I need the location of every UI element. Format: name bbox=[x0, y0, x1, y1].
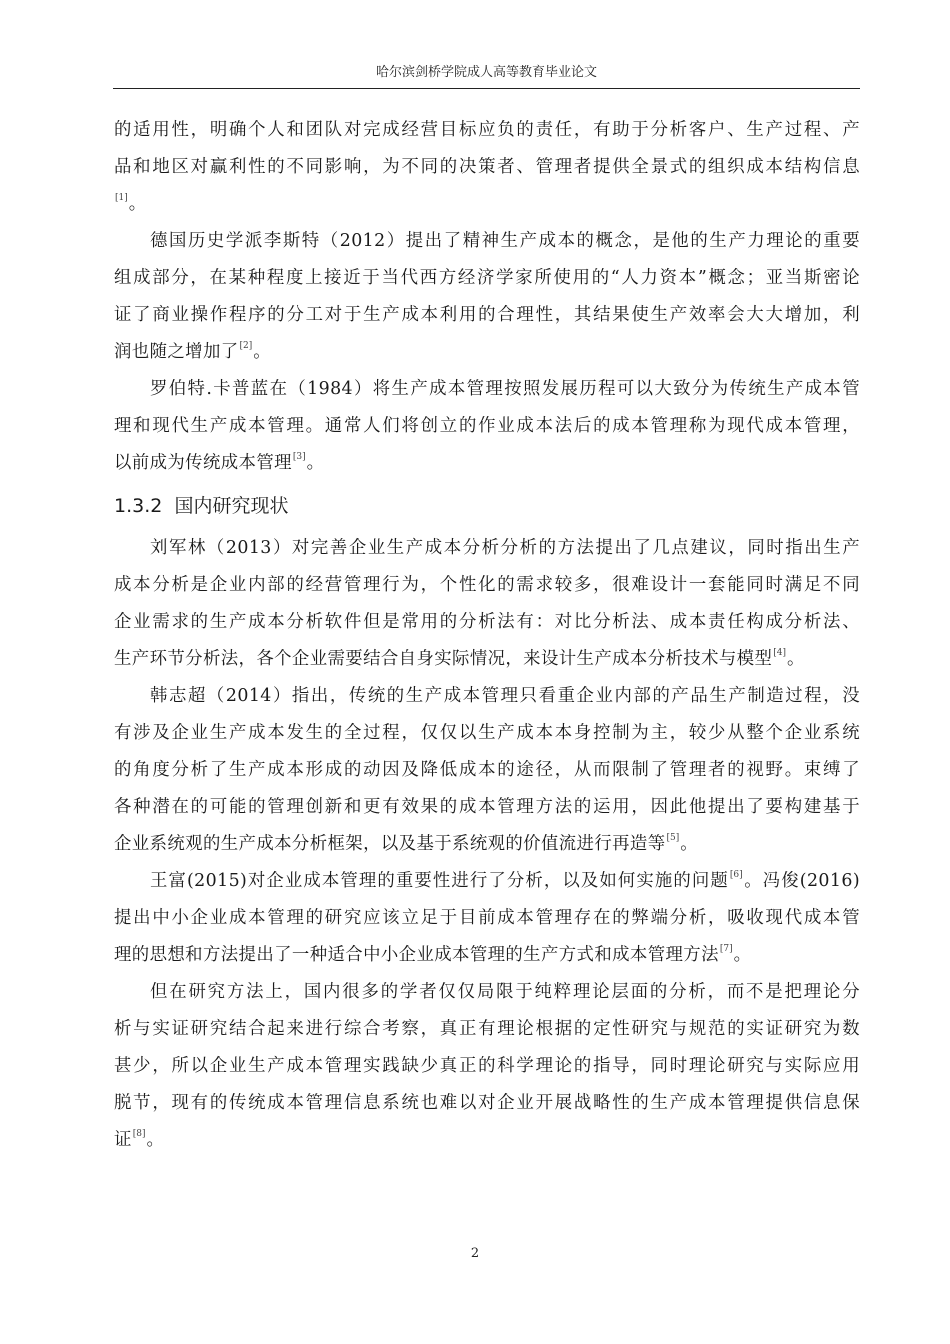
paragraph-han bbox=[114, 678, 860, 863]
text-fragment: 证 bbox=[114, 1130, 132, 1150]
paragraph-kaplan bbox=[114, 371, 860, 482]
header-divider bbox=[113, 88, 860, 89]
paragraph-methods bbox=[114, 974, 860, 1159]
text-fragment: 。冯俊(2016) bbox=[743, 871, 860, 891]
text-line: 成本分析是企业内部的经营管理行为，个性化的需求较多，很难设计一套能同时满足不同 bbox=[114, 575, 860, 595]
text-fragment: 企业系统观的生产成本分析框架，以及基于系统观的价值流进行再造等 bbox=[114, 834, 666, 854]
text-line: 甚少，所以企业生产成本管理实践缺少真正的科学理论的指导，同时理论研究与实际应用 bbox=[114, 1056, 860, 1076]
citation-ref: [3] bbox=[292, 452, 306, 462]
text-line: 的适用性，明确个人和团队对完成经营目标应负的责任，有助于分析客户、生产过程、产 bbox=[114, 120, 860, 140]
text-line bbox=[114, 445, 860, 482]
section-heading bbox=[114, 486, 860, 526]
text-line: 刘军林（2013）对完善企业生产成本分析分析的方法提出了几点建议，同时指出生产 bbox=[150, 538, 860, 558]
punctuation: 。 bbox=[733, 945, 752, 965]
section-title: 国内研究现状 bbox=[174, 495, 289, 517]
punctuation: 。 bbox=[253, 342, 272, 362]
text-line bbox=[114, 186, 860, 223]
text-line: 企业需求的生产成本分析软件但是常用的分析法有：对比分析法、成本责任构成分析法、 bbox=[114, 612, 860, 632]
punctuation: 。 bbox=[787, 649, 805, 669]
citation-ref: [5] bbox=[666, 833, 680, 843]
page-number: 2 bbox=[470, 1246, 480, 1261]
text-line bbox=[114, 937, 860, 974]
text-line: 的角度分析了生产成本形成的动因及降低成本的途径，从而限制了管理者的视野。束缚了 bbox=[114, 760, 860, 780]
punctuation: 。 bbox=[146, 1130, 165, 1150]
text-line bbox=[114, 863, 860, 900]
text-line: 证了商业操作程序的分工对于生产成本利用的合理性，其结果使生产效率会大大增加，利 bbox=[114, 305, 860, 325]
text-line: 脱节，现有的传统成本管理信息系统也难以对企业开展战略性的生产成本管理提供信息保 bbox=[114, 1093, 860, 1113]
text-line: 析与实证研究结合起来进行综合考察，真正有理论根据的定性研究与规范的实证研究为数 bbox=[114, 1019, 860, 1039]
text-line: 罗伯特.卡普蓝在（1984）将生产成本管理按照发展历程可以大致分为传统生产成本管 bbox=[150, 379, 860, 399]
citation-ref: [6] bbox=[729, 870, 743, 880]
text-line: 组成部分，在某种程度上接近于当代西方经济学家所使用的“人力资本”概念；亚当斯密论 bbox=[114, 268, 860, 288]
punctuation: 。 bbox=[128, 194, 147, 214]
punctuation: 。 bbox=[680, 834, 699, 854]
text-line: 各种潜在的可能的管理创新和更有效果的成本管理方法的运用，因此他提出了要构建基于 bbox=[114, 797, 860, 817]
paragraph-liu bbox=[114, 530, 860, 678]
text-line: 理和现代生产成本管理。通常人们将创立的作业成本法后的成本管理称为现代成本管理， bbox=[114, 416, 860, 436]
text-line bbox=[114, 1122, 860, 1159]
text-fragment: 王富(2015)对企业成本管理的重要性进行了分析，以及如何实施的问题 bbox=[150, 871, 729, 891]
running-header: 哈尔滨剑桥学院成人高等教育毕业论文 bbox=[375, 65, 597, 80]
text-fragment: 理的思想和方法提出了一种适合中小企业成本管理的生产方式和成本管理方法 bbox=[114, 945, 719, 965]
paragraph-continuation bbox=[114, 112, 860, 223]
text-line: 德国历史学派李斯特（2012）提出了精神生产成本的概念，是他的生产力理论的重要 bbox=[150, 231, 860, 251]
text-line bbox=[114, 641, 860, 678]
paragraph-wang-feng bbox=[114, 863, 860, 974]
text-fragment: 润也随之增加了 bbox=[114, 342, 239, 362]
section-number: 1.3.2 bbox=[114, 495, 163, 517]
text-line: 品和地区对赢利性的不同影响，为不同的决策者、管理者提供全景式的组织成本结构信息 bbox=[114, 157, 860, 177]
text-line bbox=[114, 826, 860, 863]
text-line: 提出中小企业成本管理的研究应该立足于目前成本管理存在的弊端分析，吸收现代成本管 bbox=[114, 908, 860, 928]
text-fragment: 以前成为传统成本管理 bbox=[114, 453, 292, 473]
citation-ref: [2] bbox=[239, 341, 253, 351]
text-line: 但在研究方法上，国内很多的学者仅仅局限于纯粹理论层面的分析，而不是把理论分 bbox=[150, 982, 860, 1002]
text-line bbox=[114, 334, 860, 371]
paragraph-list bbox=[114, 223, 860, 371]
punctuation: 。 bbox=[306, 453, 325, 473]
text-fragment: 生产环节分析法，各个企业需要结合自身实际情况，来设计生产成本分析技术与模型 bbox=[114, 649, 773, 669]
document-body bbox=[114, 112, 860, 1159]
citation-ref: [1] bbox=[115, 193, 128, 203]
citation-ref: [7] bbox=[719, 944, 733, 954]
citation-ref: [8] bbox=[132, 1129, 146, 1139]
citation-ref: [4] bbox=[773, 648, 787, 658]
text-line: 有涉及企业生产成本发生的全过程，仅仅以生产成本本身控制为主，较少从整个企业系统 bbox=[114, 723, 860, 743]
text-line: 韩志超（2014）指出，传统的生产成本管理只看重企业内部的产品生产制造过程，没 bbox=[150, 686, 860, 706]
